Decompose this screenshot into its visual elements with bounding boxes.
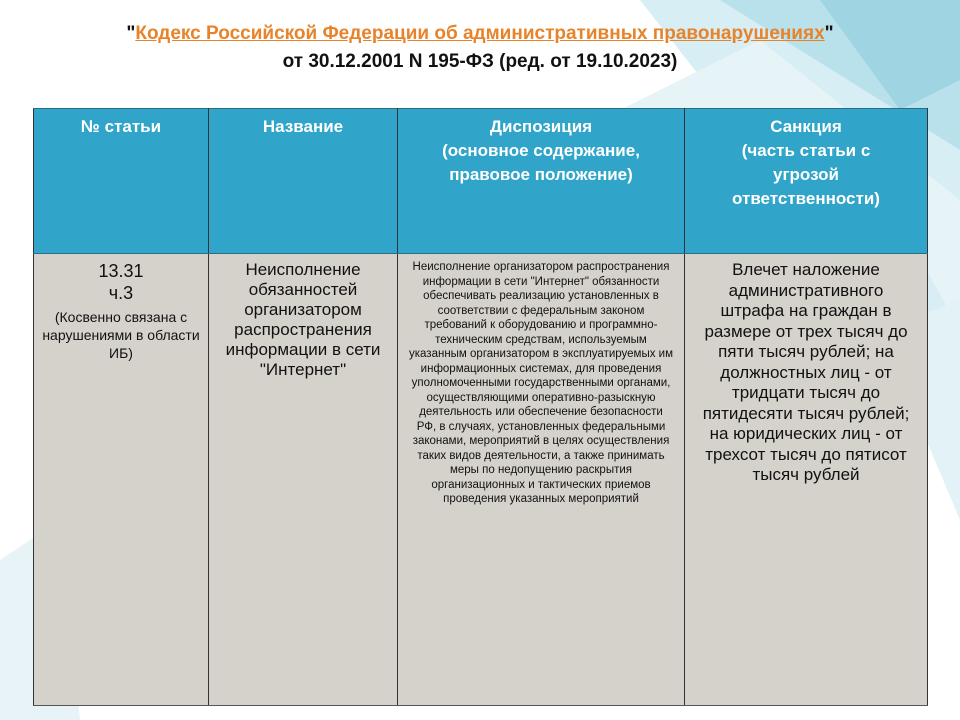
header-sanction-label: Санкция [770, 117, 842, 136]
cell-article-number [34, 254, 209, 706]
quote-close: " [824, 23, 834, 44]
code-name-link[interactable]: Кодекс Российской Федерации об административных правонарушениях [135, 23, 825, 44]
header-name [209, 109, 398, 254]
article-part: ч.3 [108, 283, 134, 303]
cell-name [209, 254, 398, 706]
quote-open: " [126, 23, 136, 44]
slide-title [0, 20, 960, 76]
header-disposition [398, 109, 685, 254]
article-note: (Косвенно связана с нарушениями в области ИБ) [42, 309, 200, 361]
header-sanction-note: (часть статьи с угрозой ответственности) [732, 141, 880, 208]
offense-table [33, 108, 928, 706]
header-disposition-label: Диспозиция [489, 117, 593, 136]
article-number: 13.31 [98, 261, 144, 281]
header-article-number [34, 109, 209, 254]
header-sanction [685, 109, 928, 254]
header-name-label: Название [262, 117, 344, 136]
article-name: Неисполнение обязанностей организатором распространения информации в сети "Интернет" [225, 260, 381, 379]
cell-disposition [398, 254, 685, 706]
article-disposition: Неисполнение организатором распространения информации в сети "Интернет" обязанности обеспечивать реализацию установленных в соответствии с федеральным законом требований к оборудованию и программно-техническим средствам, используемым указанным организатором в эксплуатируемых им информационных системах, для проведения уполномоченными государственными органами, осуществляющими оперативно-разыскную деятельность или обеспечение безопасности РФ, в случаях, установленных федеральными законами, мероприятий в целях осуществления таких видов деятельности, а также принимать меры по недопущению раскрытия организационных и тактических приемов проведения указанных мероприятий [409, 261, 673, 505]
title-line-1 [0, 20, 960, 48]
header-row [34, 109, 928, 254]
table-row [34, 254, 928, 706]
article-sanction: Влечет наложение административного штрафа на граждан в размере от трех тысяч до пяти тысяч рублей; на должностных лиц - от тридцати тысяч до пятидесяти тысяч рублей; на юридических лиц - от трехсот тысяч до пятисот тысяч рублей [702, 260, 910, 484]
header-disposition-note: (основное содержание, правовое положение) [442, 141, 640, 184]
cell-sanction [685, 254, 928, 706]
title-subtitle: от 30.12.2001 N 195-ФЗ (ред. от 19.10.2023) [282, 51, 678, 72]
header-article-number-label: № статьи [80, 117, 162, 136]
